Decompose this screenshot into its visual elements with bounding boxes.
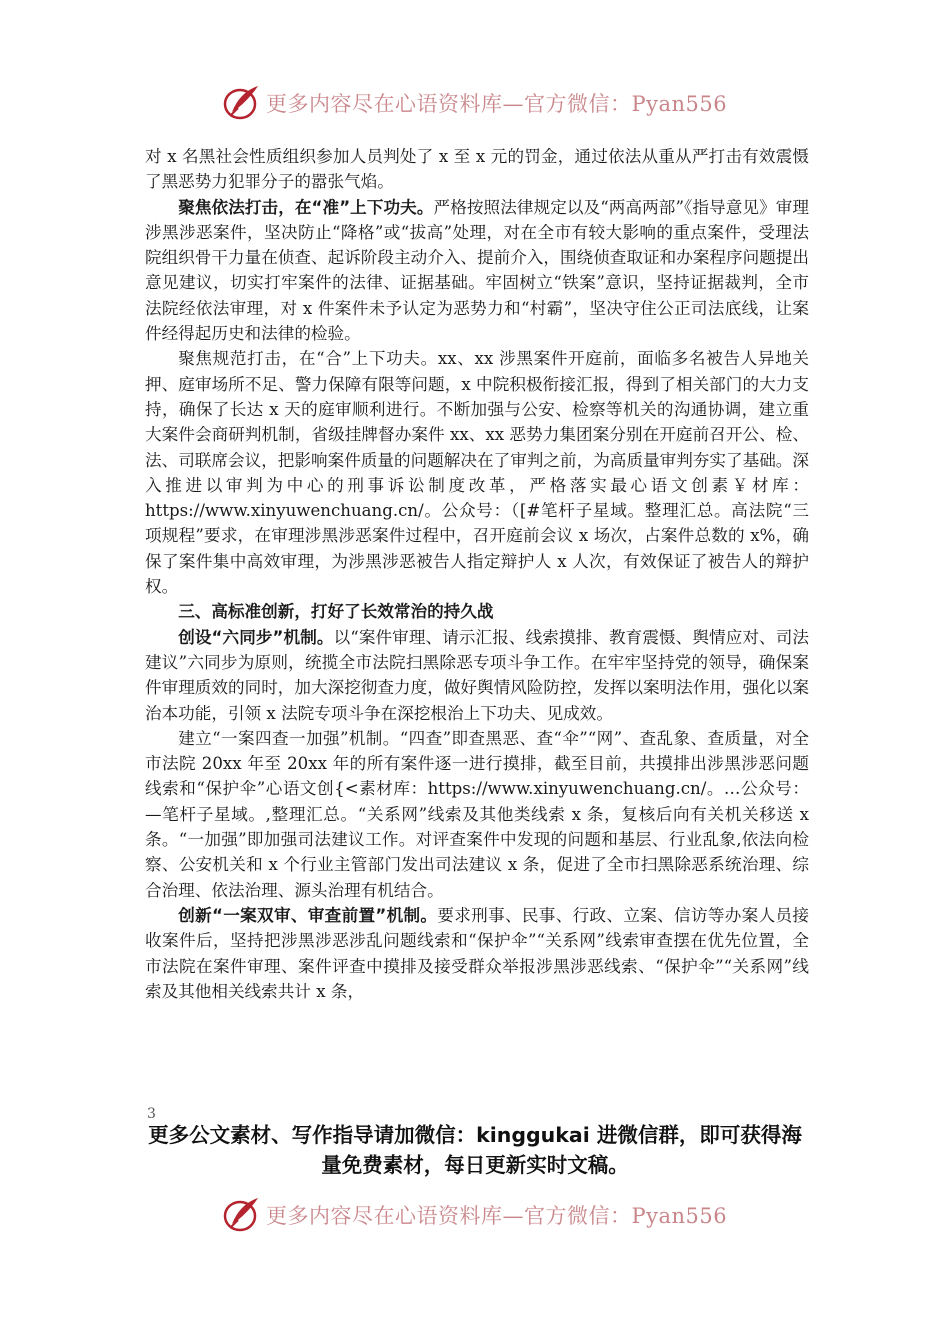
paragraph	[145, 144, 809, 195]
footer-note: 更多公文素材、写作指导请加微信：kinggukai 进微信群，即可获得海量免费素材，每日更新实时文稿。	[148, 1123, 802, 1177]
paragraph	[145, 625, 809, 726]
quill-logo-icon	[222, 1194, 262, 1234]
paragraph	[145, 726, 809, 903]
section-heading: 三、高标准创新，打好了长效常治的持久战	[178, 602, 494, 622]
footer-banner	[0, 1190, 950, 1238]
banner-text: 更多内容尽在心语资料库—官方微信：Pyan556	[266, 92, 728, 116]
paragraph-lead: 创新“一案双审、审查前置”机制。	[178, 905, 438, 925]
paragraph-text: 建立“一案四查一加强”机制。“四查”即查黑恶、查“伞”“网”、查乱象、查质量，对全市法院 20xx 年至 20xx 年的所有案件逐一进行摸排，截至目前，共摸排出涉黑涉恶问题线索和“保护伞”心语文创{<素材库：https://www.xinyuwenchuang.cn/。…公众号：—笔杆子星域。,整理汇总。“关系网”线索及其他类线索 x 条，复核后向有关机关移送 x 条。“一加强”即加强司法建议工作。对评查案件中发现的问题和基层、行业乱象,依法向检察、公安机关和 x 个行业主管部门发出司法建议 x 条，促进了全市扫黑除恶系统治理、综合治理、依法治理、源头治理有机结合。	[145, 728, 809, 900]
paragraph-text: 对 x 名黑社会性质组织参加人员判处了 x 至 x 元的罚金，通过依法从重从严打击有效震慑了黑恶势力犯罪分子的嚣张气焰。	[145, 147, 809, 192]
paragraph	[145, 346, 809, 599]
paragraph-text: 聚焦规范打击，在“合”上下功夫。xx、xx 涉黑案件开庭前，面临多名被告人异地关押、庭审场所不足、警力保障有限等问题，x 中院积极衔接汇报，得到了相关部门的大力支持，确保了长达 x 天的庭审顺利进行。不断加强与公安、检察等机关的沟通协调，建立重大案件会商研判机制，省级挂牌督办案件 xx、xx 恶势力集团案分别在开庭前召开公、检、法、司联席会议，把影响案件质量的问题解决在了审判之前，为高质量审判夯实了基础。深入推进以审判为中心的刑事诉讼制度改革，严格落实最心语文创素￥材库：https://www.xinyuwenchuang.cn/。公众号：（[#笔杆子星域。整理汇总。高法院“三项规程”要求，在审理涉黑涉恶案件过程中，召开庭前会议 x 场次，占案件总数的 x%，确保了案件集中高效审理，为涉黑涉恶被告人指定辩护人 x 人次，有效保证了被告人的辩护权。	[145, 349, 809, 597]
paragraph-lead: 创设“六同步”机制。	[178, 627, 334, 647]
header-banner	[0, 78, 950, 126]
page-number: 3	[147, 1106, 156, 1122]
quill-logo-icon	[222, 82, 262, 122]
paragraph-text: 严格按照法律规定以及“两高两部”《指导意见》审理涉黑涉恶案件，坚决防止“降格”或“拔高”处理，对在全市有较大影响的重点案件，受理法院组织骨干力量在侦查、起诉阶段主动介入、提前介入，围绕侦查取证和办案程序问题提出意见建议，切实打牢案件的法律、证据基础。牢固树立“铁案”意识，坚持证据裁判，全市法院经依法审理，对 x 件案件未予认定为恶势力和“村霸”，坚决守住公正司法底线，让案件经得起历史和法律的检验。	[145, 197, 810, 344]
paragraph-lead: 聚焦依法打击，在“准”上下功夫。	[178, 197, 434, 217]
document-body	[145, 144, 809, 1004]
paragraph	[145, 195, 809, 347]
paragraph	[145, 903, 809, 1004]
paragraph-text: 以“案件审理、请示汇报、线索摸排、教育震慑、舆情应对、司法建议”六同步为原则，统揽全市法院扫黑除恶专项斗争工作。在牢牢坚持党的领导，确保案件审理质效的同时，加大深挖彻查力度，做好舆情风险防控，发挥以案明法作用，强化以案治本功能，引领 x 法院专项斗争在深挖根治上下功夫、见成效。	[145, 627, 809, 723]
banner-text: 更多内容尽在心语资料库—官方微信：Pyan556	[266, 1204, 728, 1228]
paragraph-text: 要求刑事、民事、行政、立案、信访等办案人员接收案件后，坚持把涉黑涉恶涉乱问题线索和“保护伞”“关系网”线索审查摆在优先位置，全市法院在案件审理、案件评查中摸排及接受群众举报涉黑涉恶线索、“保护伞”“关系网”线索及其他相关线索共计 x 条，	[145, 905, 810, 1001]
